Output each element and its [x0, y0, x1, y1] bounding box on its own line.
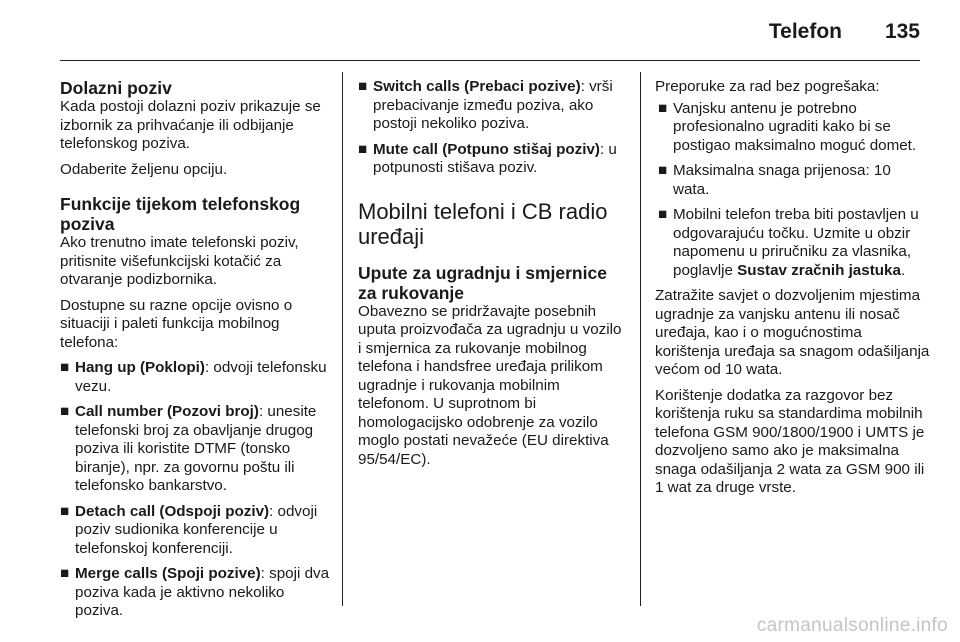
list-item [358, 78, 628, 134]
list-item [658, 162, 930, 199]
option-name: Merge calls (Spoji pozive) [75, 565, 261, 582]
airbag-reference: Sustav zračnih jastuka [737, 261, 901, 279]
column-divider-1 [342, 72, 343, 606]
option-description: : u potpunosti stišava poziv. [373, 140, 617, 176]
list-item [658, 206, 930, 280]
paragraph-incoming-call: Kada postoji dolazni poziv prikazuje se izbornik za prihvaćanje ili odbijanje telefonskog poziva. [60, 98, 321, 152]
watermark: carmanualsonline.info [756, 615, 948, 636]
list-item [60, 503, 330, 559]
option-description: : odvoji poziv sudionika konferencije u telefonskoj konferenciji. [75, 502, 318, 557]
list-item [60, 359, 330, 396]
page-title: Telefon [768, 20, 842, 43]
paragraph-usage: Korištenje dodatka za razgovor bez korištenja ruku sa standardima mobilnih telefona GSM 900/1800/1900 i UMTS je dozvoljeno samo ako je maksimalna snaga odašiljanja 2 wata za GSM 900 ili 1 wat za druge vrste. [655, 386, 925, 496]
page-number: 135 [884, 20, 920, 43]
list-item [60, 565, 330, 621]
option-name: Switch calls (Prebaci pozive) [373, 78, 581, 95]
paragraph-active-call: Ako trenutno imate telefonski poziv, pritisnite višefunkcijski kotačić za otvaranje podizbornika. [60, 234, 299, 288]
recommendation-text: Vanjsku antenu je potrebno profesionalno ugraditi kako bi se postigao maksimalno moguć domet. [673, 99, 917, 154]
heading-installation: Upute za ugradnju i smjernice za rukovanje [358, 262, 607, 303]
option-name: Call number (Pozovi broj) [75, 403, 259, 420]
bullet-icon: ■ [60, 359, 70, 376]
paragraph-available-options: Dostupne su razne opcije ovisno o situaciji i paleti funkcija mobilnog telefona: [60, 296, 293, 351]
option-name: Detach call (Odspoji poziv) [75, 502, 270, 520]
bullet-icon: ■ [60, 502, 70, 520]
column-divider-2 [640, 72, 641, 606]
paragraph-installation: Obavezno se pridržavajte posebnih uputa proizvođača za ugradnju u vozilo i smjernica za rukovanje mobilnog telefona i handsfree uređaja prilikom ugradnje i rukovanja mobilnim telefonom. U suprotnom bi homologacijsko odobrenje za vozilo moglo postati nevažeće (EU direktiva 95/54/EC). [358, 302, 622, 468]
bullet-icon: ■ [358, 140, 368, 158]
heading-call-functions: Funkcije tijekom telefonskog poziva [60, 194, 301, 234]
bullet-icon: ■ [60, 565, 70, 582]
paragraph-advice: Zatražite savjet o dozvoljenim mjestima ugradnje za vanjsku antenu ili nosač uređaja, kao i o mogućnostima korištenja uređaja sa snagom odašiljanja većom od 10 wata. [655, 287, 930, 378]
option-description: : odvoji telefonsku vezu. [75, 359, 327, 395]
bullet-icon: ■ [358, 78, 368, 95]
recommendation-text: Mobilni telefon treba biti postavljen u odgovarajuću točku. Uzmite u obzir napomenu u priručniku za vlasnika, poglavlje [673, 206, 919, 279]
bullet-icon: ■ [658, 162, 668, 179]
page-header [0, 0, 960, 60]
option-description: : vrši prebacivanje između poziva, ako postoji nekoliko poziva. [373, 78, 613, 132]
list-item [658, 100, 930, 156]
recommendation-end: . [900, 261, 906, 279]
column-2 [358, 78, 628, 476]
paragraph-select-option: Odaberite željenu opciju. [60, 160, 228, 178]
option-description: : spoji dva poziva kada je aktivno nekoliko poziva. [75, 565, 330, 619]
bullet-icon: ■ [658, 99, 668, 117]
list-item [60, 403, 330, 496]
heading-incoming-call: Dolazni poziv [60, 78, 172, 98]
column-3 [655, 78, 930, 505]
recommendation-text: Maksimalna snaga prijenosa: 10 wata. [673, 162, 891, 198]
option-name: Mute call (Potpuno stišaj poziv) [373, 140, 600, 158]
bullet-icon: ■ [60, 403, 70, 420]
column-1 [60, 78, 330, 628]
bullet-icon: ■ [658, 206, 668, 223]
list-item [358, 141, 628, 178]
heading-mobile-phones: Mobilni telefoni i CB radio uređaji [358, 198, 608, 249]
option-name: Hang up (Poklopi) [75, 359, 205, 376]
header-divider [60, 60, 920, 61]
option-description: : unesite telefonski broj za obavljanje drugog poziva ili koristite DTMF (tonsko biranje), npr. za govornu poštu ili telefonsko bankarstvo. [75, 403, 317, 494]
paragraph-recommendations: Preporuke za rad bez pogrešaka: [655, 78, 880, 95]
